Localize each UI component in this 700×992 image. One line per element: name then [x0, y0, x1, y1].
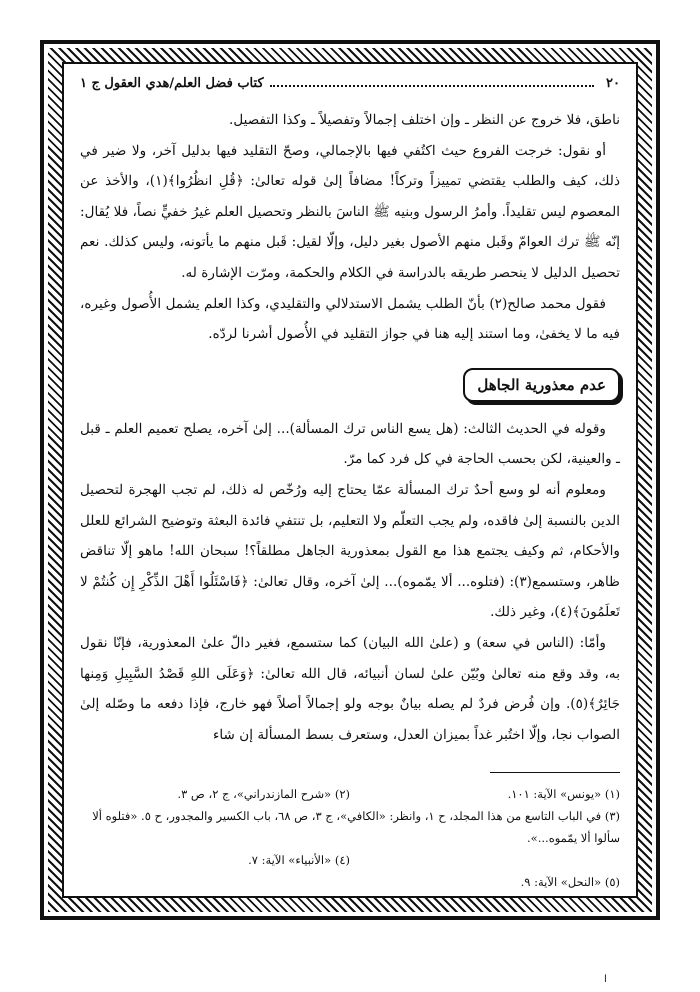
footnote-4: (٤) «الأنبياء» الآية: ٧.	[248, 853, 350, 868]
footnote-row	[80, 783, 620, 805]
paragraph: وقوله في الحديث الثالث: (هل يسع الناس ترك المسألة)... إلىٰ آخره، يصلح تعميم العلم ـ قبل ـ والعينية، لكن بحسب الحاجة في كل فرد كما مرّ.	[80, 420, 620, 468]
footnote-1: (١) «يونس» الآية: ١٠١.	[507, 787, 620, 802]
footnote-row	[80, 849, 620, 871]
header-dotted-leader	[270, 85, 594, 87]
footnote-2: (٢) «شرح المازندراني»، ج ٢، ص ٣.	[177, 787, 350, 802]
running-title: كتاب فضل العلم/هدي العقول ج ١	[80, 76, 264, 91]
paragraph: ناطق، فلا خروج عن النظر ـ وإن اختلف إجمالاً وتفصيلاً ـ وكذا التفصيل.	[229, 112, 620, 128]
footnote-3: (٣) في الباب التاسع من هذا المجلد، ح ١، وانظر: «الكافي»، ج ٣، ص ٦٨، باب الكسير والمجدور، ح ٥. «فتلوه ألا سألوا ألا يمّموه...».	[92, 809, 620, 846]
running-header	[80, 76, 620, 91]
paragraph: فقول محمد صالح(٢) بأنّ الطلب يشمل الاستدلالي والتقليدي، وكذا العلم يشمل الأُصول وغيره، فيه ما لا يخفىٰ، وما استند إليه هنا في جواز التقليد في الأُصول أشرنا لردّه.	[80, 295, 620, 343]
section-heading-wrap	[80, 368, 620, 402]
footnotes	[80, 783, 620, 893]
footnote-separator	[490, 772, 620, 773]
scan-mark: ا	[604, 974, 607, 985]
page-number: ٢٠	[606, 76, 620, 91]
main-text	[80, 105, 620, 750]
paragraph: ومعلوم أنه لو وسع أحدٌ ترك المسألة عمّا يحتاج إليه ورُخّص له ذلك، لم تجب الهجرة لتحصيل الدين بالنسبة إلىٰ فاقده، ولم يجب التعلّم ولا التعليم، بل تنتفي فائدة البعثة وتوضيح الشرائع للعلل والأحكام، ثم وكيف يجتمع هذا مع القول بمعذورية الجاهل مطلقاً؟! سبحان الله! ماهو إلّا تناقض ظاهر، وستسمع(٣): (فتلوه... ألا يمّموه)... إلىٰ آخره، وقال تعالىٰ: ﴿فَاسْئَلُوا أَهْلَ الذِّكْرِ إِن كُنتُمْ لا تَعلَمُونَ﴾(٤)، وغير ذلك.	[80, 481, 621, 621]
paragraph: أو نقول: خرجت الفروع حيث اكتُفي فيها بالإجمالي، وصحّ التقليد فيها بدليل آخر، ولا ضير في ذلك، كيف والطلب يقتضي تمييزاً وتركاً! مضافاً إلىٰ قوله تعالىٰ: ﴿قُلِ انظُرُوا﴾(١)، والأخذ عن المعصوم ليس تقليداً. وأمرُ الرسول وبنيه ﷺ الناسَ بالنظر وتحصيل العلم غيرُ خفيٍّ نصاً، فلا يُقال: إنّه ﷺ ترك العوامّ وقَبل منهم الأصول بغير دليل، وإلّا لقيل: قَبل منهم ما يأتونه، وليس كذلك. نعم تحصيل الدليل لا ينحصر طريقه بالدراسة في الكلام والحكمة، ومرّت الإشارة له.	[80, 142, 620, 281]
footnote-5: (٥) «النحل» الآية: ٩.	[520, 875, 620, 890]
page-content	[80, 70, 620, 890]
paragraph: وأمّا: (الناس في سعة) و (علىٰ الله البيان) كما ستسمع، فغير دالّ علىٰ المعذورية، فإنّا نقول به، وقد وقع منه تعالىٰ وبُيّن علىٰ لسان أنبيائه، قال الله تعالىٰ: ﴿وَعَلَى اللهِ قَصْدُ السَّبِيلِ وَمِنها جَائِرٌ﴾(٥). وإن فُرض فردٌ لم يصله بيانٌ بوجه ولو إجمالاً أصلاً فهو خارج، فإذا دفعه ما وصّله إلىٰ الصواب نجا، وإلّا اختُبر غداً بميزان العدل، وستعرف بسط المسألة إن شاء	[80, 634, 620, 743]
section-heading: عدم معذورية الجاهل	[463, 368, 620, 402]
